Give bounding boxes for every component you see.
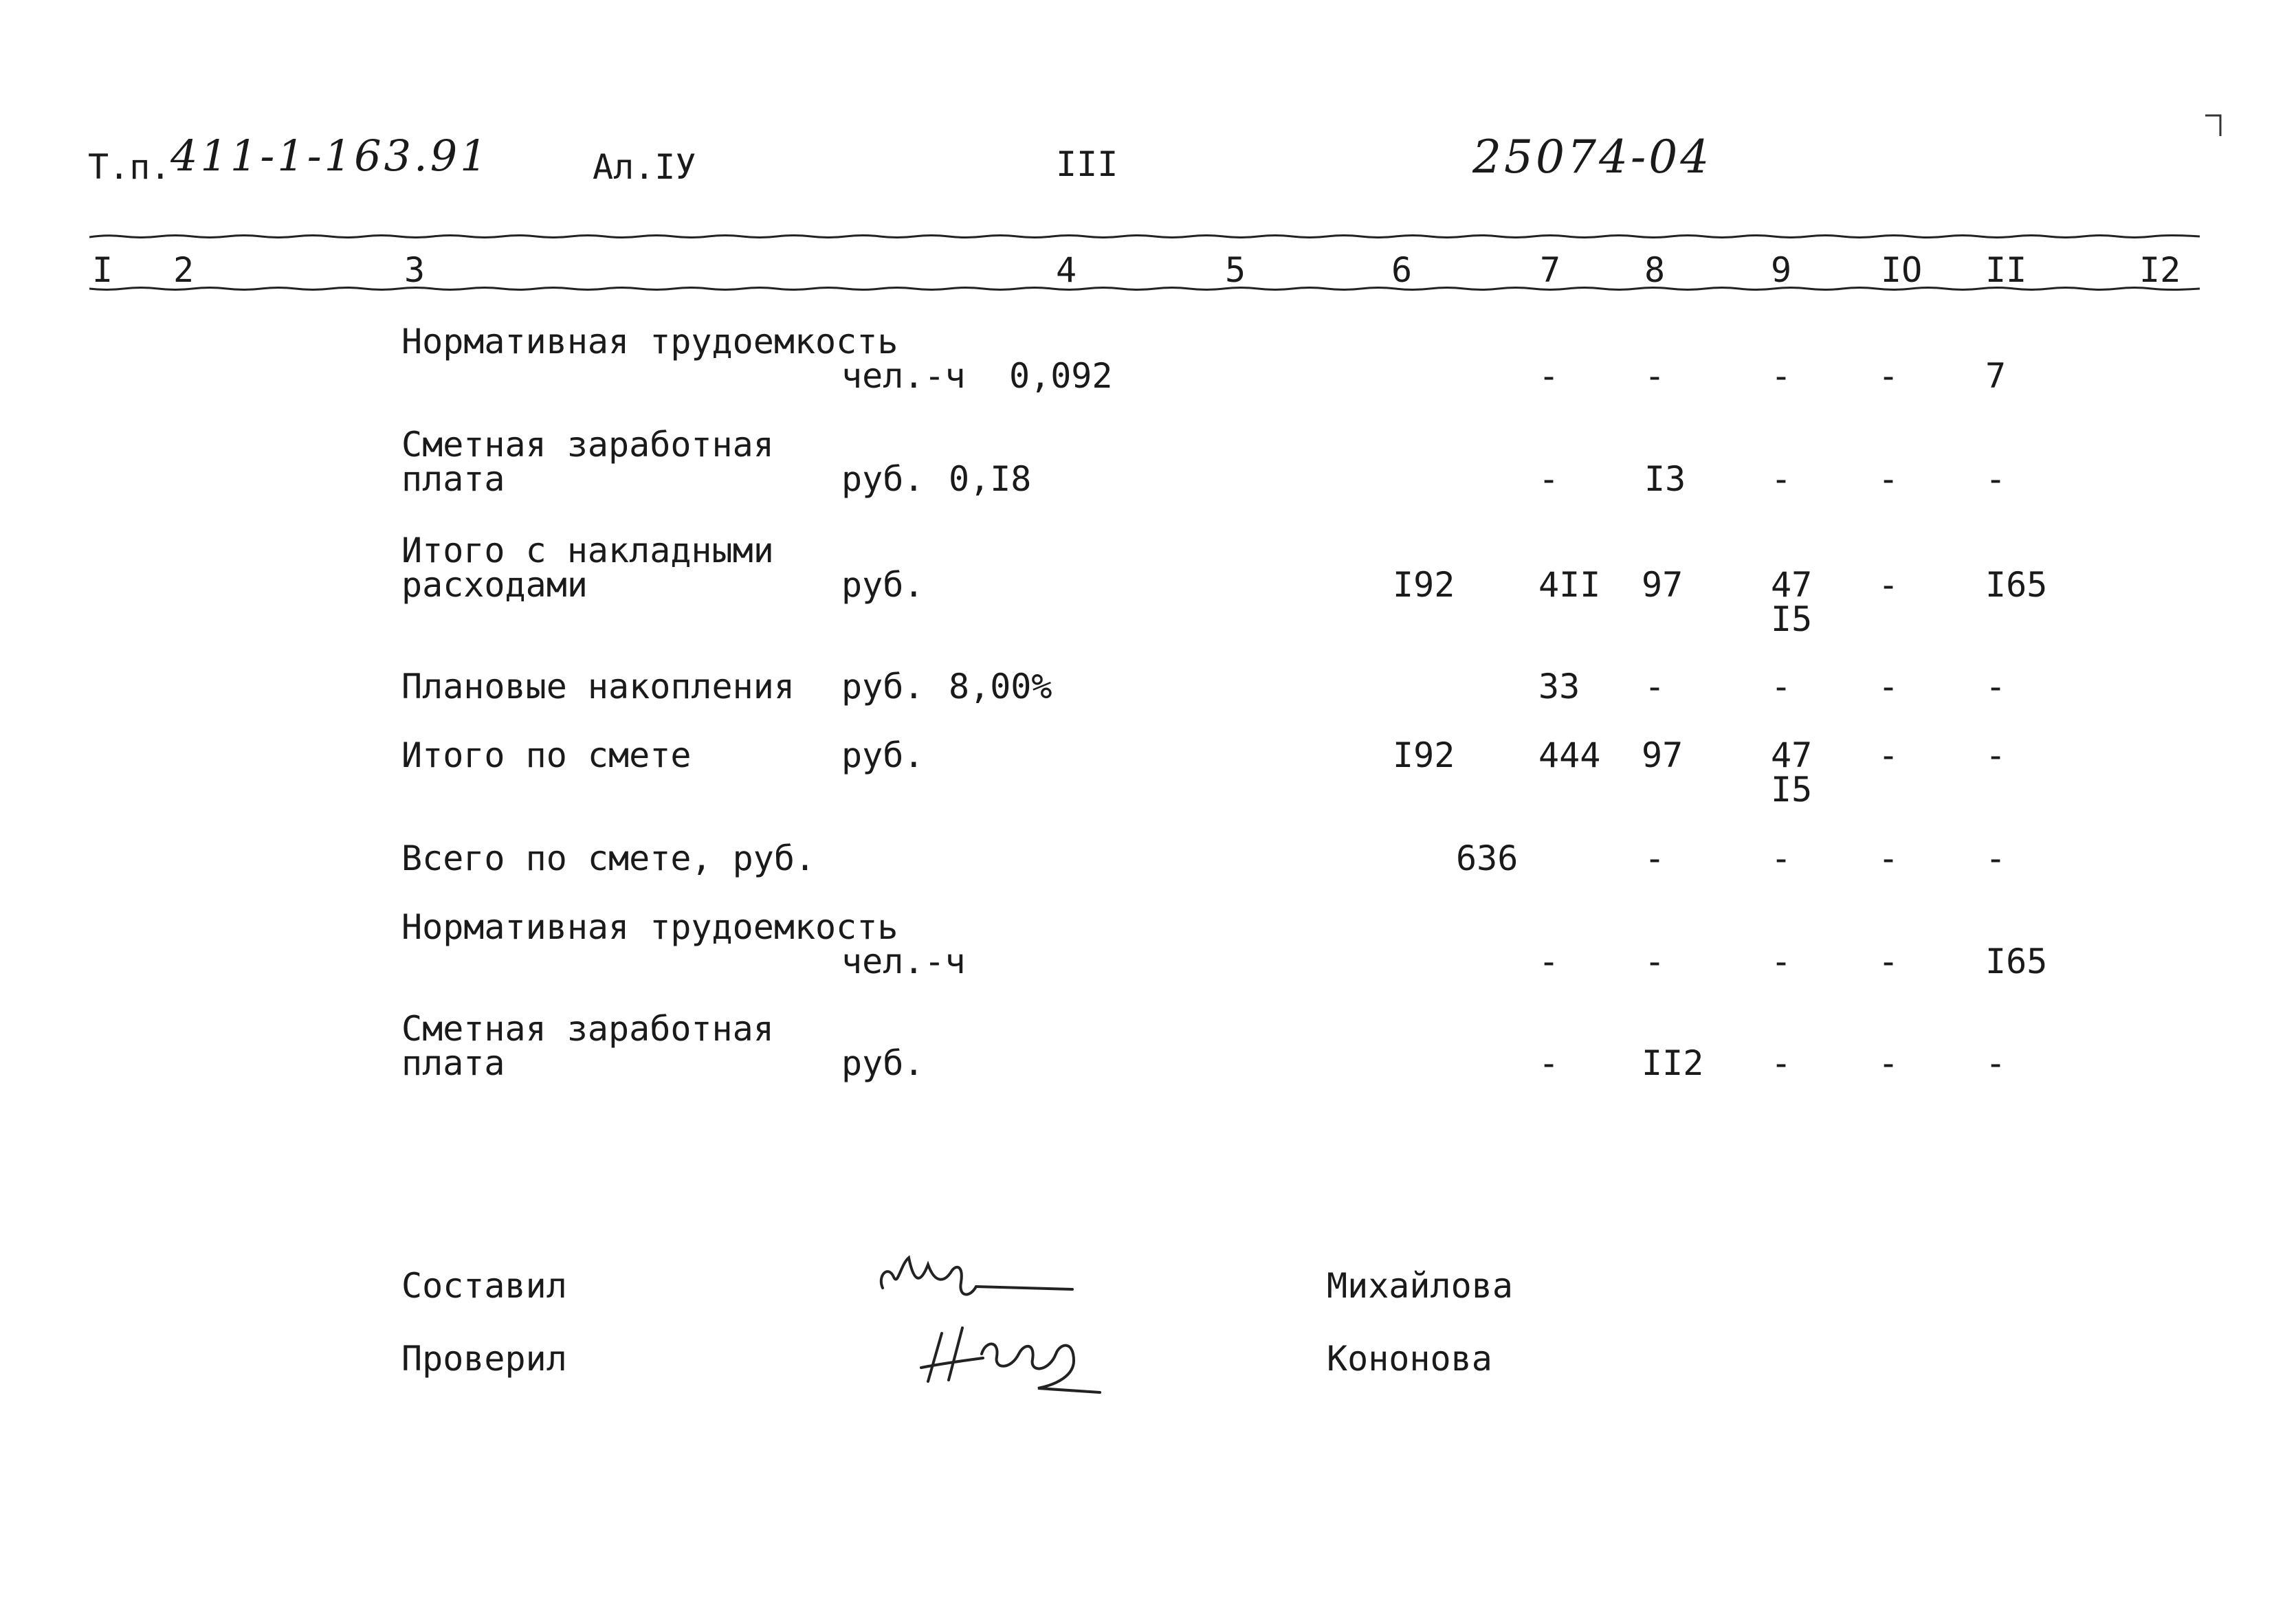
column-number: IO <box>1881 250 1923 290</box>
row-col10: - <box>1878 459 1899 499</box>
row-col10: - <box>1878 735 1899 775</box>
row-col8: - <box>1644 356 1666 396</box>
row-col11: - <box>1985 735 2007 775</box>
column-number: 8 <box>1644 250 1666 290</box>
row-col8: 97 <box>1642 565 1684 605</box>
row-col9: - <box>1771 356 1792 396</box>
row-col9: - <box>1771 1043 1792 1083</box>
column-number: 4 <box>1056 250 1077 290</box>
row-col9: - <box>1771 942 1792 981</box>
column-number: 3 <box>404 250 426 290</box>
row-name-line1: Нормативная трудоемкость <box>401 322 898 361</box>
column-number: I2 <box>2139 250 2181 290</box>
row-col9: 47 <box>1771 735 1813 775</box>
checker-name: Кононова <box>1327 1339 1492 1379</box>
row-col9: - <box>1771 459 1792 499</box>
column-number: 7 <box>1540 250 1561 290</box>
row-col8: I3 <box>1644 459 1686 499</box>
row-col7: - <box>1538 459 1560 499</box>
row-name-line1: Итого с накладными <box>401 531 774 570</box>
row-unit: руб. <box>841 1043 925 1083</box>
row-name-line2: расходами <box>401 565 588 605</box>
row-col10: - <box>1878 565 1899 605</box>
row-col9-second-line: I5 <box>1771 770 1813 810</box>
row-unit-value: 0,092 <box>1009 356 1113 396</box>
row-col10: - <box>1878 356 1899 396</box>
column-number: 9 <box>1771 250 1792 290</box>
row-name-line1: Плановые накопления <box>401 667 795 707</box>
corner-mark <box>2204 111 2225 139</box>
row-col6: 636 <box>1456 838 1519 878</box>
row-unit: руб. <box>841 735 925 775</box>
row-col11: 7 <box>1985 356 2007 396</box>
row-col10: - <box>1878 667 1899 707</box>
column-number: 6 <box>1391 250 1413 290</box>
row-col11: - <box>1985 838 2007 878</box>
row-col10: - <box>1878 942 1899 981</box>
row-name-line1: Сметная заработная <box>401 425 774 465</box>
row-col11: - <box>1985 667 2007 707</box>
row-col7: 444 <box>1538 735 1601 775</box>
row-col11: - <box>1985 1043 2007 1083</box>
row-col11: I65 <box>1985 565 2048 605</box>
row-col8: - <box>1644 942 1666 981</box>
row-col8: - <box>1644 667 1666 707</box>
tp-prefix: Т.п. <box>88 147 171 187</box>
role-checked: Проверил <box>401 1339 567 1379</box>
column-number: I <box>92 250 113 290</box>
page-number: III <box>1056 144 1118 184</box>
row-name-line1: Нормативная трудоемкость <box>401 907 898 947</box>
row-col8: - <box>1644 838 1666 878</box>
row-col10: - <box>1878 838 1899 878</box>
row-name-line1: Всего по смете, руб. <box>401 838 816 878</box>
handwritten-signature-1 <box>873 1244 1079 1306</box>
album-label: Ал.IУ <box>593 147 696 187</box>
row-unit: чел.-ч <box>841 942 966 981</box>
row-col11: I65 <box>1985 942 2048 981</box>
role-compiled: Составил <box>401 1266 567 1306</box>
row-unit: чел.-ч <box>841 356 966 396</box>
column-number: II <box>1985 250 2027 290</box>
row-col9: 47 <box>1771 565 1813 605</box>
row-col9: - <box>1771 838 1792 878</box>
row-name-line1: Итого по смете <box>401 735 692 775</box>
row-col7: - <box>1538 1043 1560 1083</box>
column-number: 2 <box>173 250 195 290</box>
row-unit: руб. <box>841 667 925 707</box>
row-col9: - <box>1771 667 1792 707</box>
doc-code-handwritten: 25074-04 <box>1472 131 1712 183</box>
row-unit-value: 0,I8 <box>949 459 1032 499</box>
handwritten-signature-2 <box>914 1313 1121 1402</box>
row-col6: I92 <box>1393 735 1455 775</box>
tp-number-handwritten: 411-1-163.91 <box>170 131 490 181</box>
row-col6: I92 <box>1393 565 1455 605</box>
row-name-line1: Сметная заработная <box>401 1009 774 1049</box>
row-name-line2: плата <box>401 1043 505 1083</box>
row-col9-second-line: I5 <box>1771 599 1813 639</box>
header-rule-top <box>89 234 2200 239</box>
row-col8: II2 <box>1642 1043 1704 1083</box>
column-number: 5 <box>1225 250 1246 290</box>
row-col7: - <box>1538 356 1560 396</box>
row-col7: 4II <box>1538 565 1601 605</box>
row-col11: - <box>1985 459 2007 499</box>
row-unit-value: 8,00% <box>949 667 1052 707</box>
row-col7: 33 <box>1538 667 1580 707</box>
row-col7: - <box>1538 942 1560 981</box>
row-unit: руб. <box>841 565 925 605</box>
compiler-name: Михайлова <box>1327 1266 1513 1306</box>
header-rule-bottom <box>89 286 2200 291</box>
row-unit: руб. <box>841 459 925 499</box>
row-col8: 97 <box>1642 735 1684 775</box>
row-name-line2: плата <box>401 459 505 499</box>
row-col10: - <box>1878 1043 1899 1083</box>
